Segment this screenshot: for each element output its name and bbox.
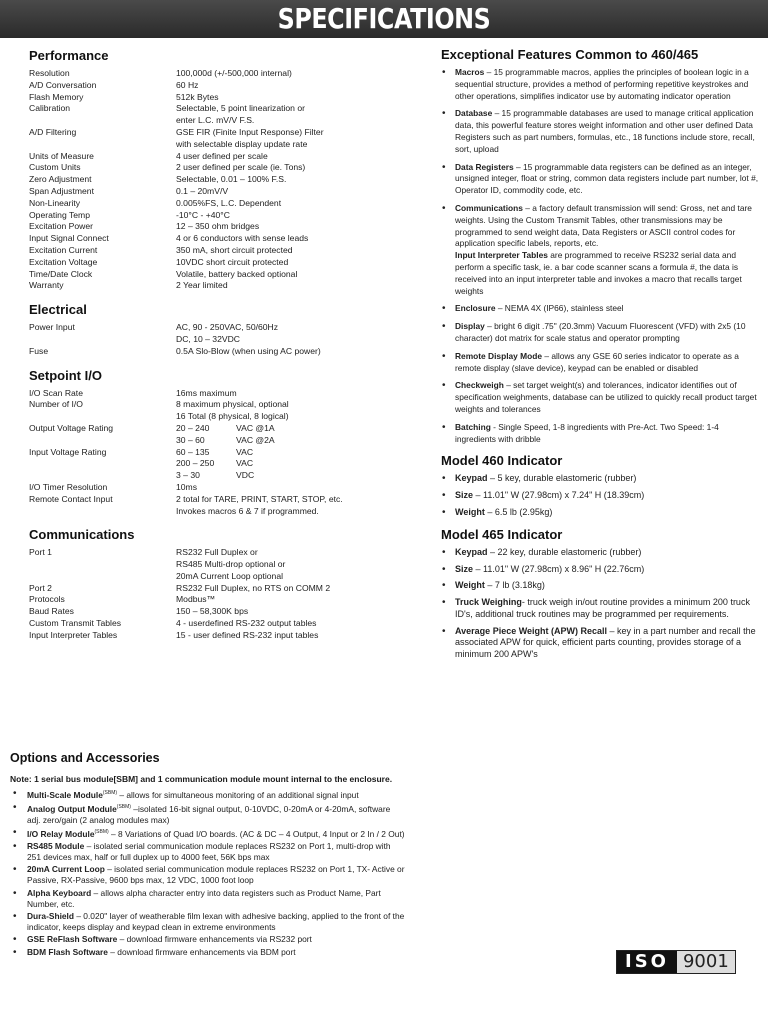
spec-value: RS232 Full Duplex, no RTS on COMM 2 bbox=[176, 582, 331, 593]
item-text: – isolated serial communication module replaces RS232 on Port 1, TX- Active or Passive, RX-Passive, 9600 bps max, 12 VDC, 1000 foot loop bbox=[27, 864, 405, 886]
iso-logo-number: 9001 bbox=[677, 951, 735, 973]
list-item bbox=[10, 934, 405, 945]
communications-section bbox=[29, 527, 419, 641]
list-item bbox=[10, 841, 405, 863]
voltage-range-value: 20 – 240 bbox=[176, 422, 210, 433]
list-item bbox=[441, 490, 759, 502]
item-term: 20mA Current Loop bbox=[27, 864, 105, 875]
list-item bbox=[441, 626, 759, 661]
item-term: RS485 Module bbox=[27, 840, 85, 851]
item-text: – key in a part number and recall the associated APW for quick, efficient parts counting, provides storage of a minimum 200 APW's bbox=[455, 625, 756, 660]
spec-row bbox=[29, 423, 419, 447]
list-item bbox=[441, 597, 759, 621]
interpreter-note bbox=[455, 250, 759, 297]
spec-value: 0.1 – 20mV/V bbox=[176, 185, 229, 196]
spec-row bbox=[29, 399, 419, 423]
spec-value: 0.5A Slo-Blow (when using AC power) bbox=[176, 345, 321, 356]
list-item bbox=[441, 473, 759, 485]
performance-table bbox=[29, 68, 419, 292]
voltage-range-value: 3 – 30 bbox=[176, 470, 200, 481]
spec-row bbox=[29, 92, 419, 104]
spec-label: Excitation Power bbox=[29, 221, 94, 232]
spec-value: 10ms bbox=[176, 481, 198, 492]
voltage-range bbox=[176, 470, 419, 482]
item-text: – 22 key, durable elastomeric (rubber) bbox=[487, 546, 642, 557]
setpoint-heading: Setpoint I/O bbox=[29, 367, 102, 383]
voltage-range bbox=[176, 423, 419, 435]
item-text: – 11.01" W (27.98cm) x 7.24" H (18.39cm) bbox=[473, 490, 645, 501]
communications-heading: Communications bbox=[29, 527, 135, 543]
item-text: – allows for simultaneous monitoring of an additional signal input bbox=[117, 789, 359, 800]
spec-label: Operating Temp bbox=[29, 209, 90, 220]
model465-heading: Model 465 Indicator bbox=[441, 526, 563, 542]
item-term: Batching bbox=[455, 421, 491, 432]
voltage-range-unit: VAC @1A bbox=[236, 422, 275, 433]
iso-logo-text: ISO bbox=[617, 951, 677, 973]
spec-row bbox=[29, 174, 419, 186]
spec-row bbox=[29, 198, 419, 210]
model465-list bbox=[441, 547, 759, 661]
item-text: – 6.5 lb (2.95kg) bbox=[484, 506, 553, 517]
item-term: Keypad bbox=[455, 473, 488, 484]
item-text: – allows any GSE 60 series indicator to operate as a remote display (slave device), keypad can be enabled or disabled bbox=[455, 350, 739, 373]
list-item bbox=[10, 827, 405, 840]
spec-row bbox=[29, 151, 419, 163]
spec-value: RS232 Full Duplex or RS485 Multi-drop optional or 20mA Current Loop optional bbox=[176, 547, 286, 581]
spec-row bbox=[29, 103, 419, 127]
spec-row bbox=[29, 269, 419, 281]
list-item bbox=[10, 788, 405, 801]
item-text: – isolated serial communication module replaces RS232 on Port 1, multi-drop with 251 devices max, half or full duplex up to 4000 feet, 56K bps max bbox=[27, 840, 391, 862]
item-term: Input Interpreter Tables bbox=[455, 250, 548, 261]
spec-value: 2 user defined per scale (ie. Tons) bbox=[176, 162, 306, 173]
spec-label: Calibration bbox=[29, 103, 71, 114]
spec-value: 12 – 350 ohm bridges bbox=[176, 221, 260, 232]
spec-value: AC, 90 - 250VAC, 50/60Hz DC, 10 – 32VDC bbox=[176, 322, 279, 344]
performance-section bbox=[29, 48, 419, 292]
item-text: – 11.01" W (27.98cm) x 8.96" H (22.76cm) bbox=[473, 563, 645, 574]
spec-row bbox=[29, 630, 419, 642]
list-item bbox=[441, 203, 759, 297]
item-text: – 5 key, durable elastomeric (rubber) bbox=[487, 473, 637, 484]
list-item bbox=[10, 802, 405, 826]
spec-value: -10°C - +40°C bbox=[176, 209, 230, 220]
features-heading: Exceptional Features Common to 460/465 bbox=[441, 47, 699, 62]
spec-label: Protocols bbox=[29, 594, 65, 605]
spec-row bbox=[29, 618, 419, 630]
spec-value: 350 mA, short circuit protected bbox=[176, 244, 293, 255]
spec-row bbox=[29, 68, 419, 80]
voltage-range bbox=[176, 458, 419, 470]
spec-row bbox=[29, 606, 419, 618]
spec-row bbox=[29, 80, 419, 92]
spec-value: Modbus™ bbox=[176, 594, 216, 605]
spec-value: 2 total for TARE, PRINT, START, STOP, etc. Invokes macros 6 & 7 if programmed. bbox=[176, 493, 343, 516]
spec-label: Non-Linearity bbox=[29, 197, 81, 208]
item-sup: (SBM) bbox=[102, 789, 118, 796]
spec-value: 8 maximum physical, optional 16 Total (8 physical, 8 logical) bbox=[176, 399, 289, 422]
spec-value: 4 or 6 conductors with sense leads bbox=[176, 233, 309, 244]
item-term: I/O Relay Module bbox=[27, 828, 95, 839]
spec-label: Custom Transmit Tables bbox=[29, 618, 122, 629]
spec-value: 0.005%FS, L.C. Dependent bbox=[176, 197, 282, 208]
item-text: – bright 6 digit .75" (20.3mm) Vacuum Fluorescent (VFD) with 2x5 (10 character) dot matrix for scale status and operator prompting bbox=[455, 321, 746, 343]
spec-label: Span Adjustment bbox=[29, 185, 94, 196]
spec-row bbox=[29, 322, 419, 346]
spec-value bbox=[176, 423, 419, 447]
voltage-range bbox=[176, 447, 419, 459]
spec-label: Units of Measure bbox=[29, 150, 94, 161]
list-item bbox=[441, 321, 759, 345]
spec-row bbox=[29, 447, 419, 482]
spec-label: Zero Adjustment bbox=[29, 174, 92, 185]
spec-label: Output Voltage Rating bbox=[29, 422, 114, 433]
list-item bbox=[441, 380, 759, 415]
list-item bbox=[441, 422, 759, 446]
spec-label: Warranty bbox=[29, 280, 64, 291]
item-term: Size bbox=[455, 563, 474, 574]
spec-value: 4 - userdefined RS-232 output tables bbox=[176, 618, 317, 629]
spec-value: 60 Hz bbox=[176, 79, 199, 90]
item-text: – 15 programmable databases are used to manage critical application data, this powerful feature stores weight information and other user defined Data Registers such as part numbers, formulas, etc., 18 functions include store, recall, sort, upload bbox=[455, 108, 755, 154]
spec-value: 10VDC short circuit protected bbox=[176, 256, 289, 267]
title-banner bbox=[0, 0, 768, 38]
item-term: Weight bbox=[455, 580, 485, 591]
item-term: Communications bbox=[455, 202, 523, 213]
spec-row bbox=[29, 388, 419, 400]
spec-label: Excitation Voltage bbox=[29, 256, 98, 267]
list-item bbox=[10, 911, 405, 933]
item-text: – NEMA 4X (IP66), stainless steel bbox=[495, 303, 624, 314]
item-term: Keypad bbox=[455, 546, 488, 557]
spec-label: Custom Units bbox=[29, 162, 81, 173]
item-text: - truck weigh in/out routine provides a minimum 200 truck ID's, additional truck routines may be programmed per requirements. bbox=[455, 597, 750, 619]
page-title: SPECIFICATIONS bbox=[277, 2, 491, 35]
list-item bbox=[10, 864, 405, 886]
spec-row bbox=[29, 280, 419, 292]
item-text: – a factory default transmission will send: Gross, net and tare weights. Using the Custom Transmit Tables, other transmissions may be programmed to send weight data, Data Registers or ASCII control codes for application specific labels, reports, etc. bbox=[455, 202, 752, 249]
electrical-table bbox=[29, 322, 419, 357]
spec-value: Selectable, 0.01 – 100% F.S. bbox=[176, 174, 287, 185]
spec-row bbox=[29, 594, 419, 606]
spec-row bbox=[29, 583, 419, 595]
spec-label: A/D Conversation bbox=[29, 79, 97, 90]
electrical-section bbox=[29, 302, 419, 357]
item-term: Database bbox=[455, 108, 493, 119]
spec-label: I/O Scan Rate bbox=[29, 387, 83, 398]
spec-row bbox=[29, 162, 419, 174]
item-text: are programmed to receive RS232 serial data and perform a specific task, ie. a bar code scanner scans a formula #, the data is received into an input interpreter table and invokes a macro that recalls target weights bbox=[455, 250, 742, 296]
spec-label: Number of I/O bbox=[29, 399, 83, 410]
list-item bbox=[441, 507, 759, 519]
item-text: – download firmware enhancements via BDM port bbox=[107, 946, 296, 957]
right-column bbox=[441, 47, 759, 666]
voltage-range-unit: VAC bbox=[236, 458, 254, 469]
item-text: – 8 Variations of Quad I/O boards. (AC & DC – 4 Output, 4 Input or 2 In / 2 Out) bbox=[108, 828, 405, 839]
options-list bbox=[10, 788, 405, 958]
list-item bbox=[441, 580, 759, 592]
spec-label: Power Input bbox=[29, 322, 75, 333]
spec-label: Remote Contact Input bbox=[29, 493, 113, 504]
item-term: Data Registers bbox=[455, 161, 514, 172]
spec-label: Input Interpreter Tables bbox=[29, 629, 118, 640]
model460-list bbox=[441, 473, 759, 518]
item-text: - Single Speed, 1-8 ingredients with Pre-Act. Two Speed: 1-4 ingredients with dribble bbox=[455, 421, 719, 444]
item-text: – 7 lb (3.18kg) bbox=[484, 580, 545, 591]
spec-row bbox=[29, 346, 419, 358]
item-term: Checkweigh bbox=[455, 380, 504, 391]
spec-value: Volatile, battery backed optional bbox=[176, 268, 298, 279]
spec-label: Fuse bbox=[29, 345, 49, 356]
item-term: Truck Weighing bbox=[455, 597, 522, 608]
list-item bbox=[441, 547, 759, 559]
item-term: Size bbox=[455, 490, 474, 501]
item-term: Dura-Shield bbox=[27, 910, 74, 921]
spec-label: Input Signal Connect bbox=[29, 233, 109, 244]
spec-value: 100,000d (+/-500,000 internal) bbox=[176, 68, 292, 78]
list-item bbox=[441, 162, 759, 197]
model460-heading: Model 460 Indicator bbox=[441, 453, 563, 469]
item-term: Average Piece Weight (APW) Recall bbox=[455, 625, 608, 636]
spec-label: Time/Date Clock bbox=[29, 268, 93, 279]
item-term: Weight bbox=[455, 506, 485, 517]
voltage-range-value: 60 – 135 bbox=[176, 446, 210, 457]
list-item bbox=[441, 303, 759, 315]
spec-row bbox=[29, 233, 419, 245]
spec-value: 2 Year limited bbox=[176, 280, 228, 291]
options-note: Note: 1 serial bus module[SBM] and 1 communication module mount internal to the enclosure. bbox=[10, 774, 393, 784]
item-text: – 0.020" layer of weatherable film lexan with adhesive backing, applied to the front of the indicator, keeps display and keypad clean in extreme environments bbox=[27, 910, 405, 933]
list-item bbox=[441, 67, 759, 102]
item-sup: (SBM) bbox=[94, 828, 109, 835]
spec-row bbox=[29, 221, 419, 233]
spec-row bbox=[29, 257, 419, 269]
item-text: – download firmware enhancements via RS232 port bbox=[117, 934, 312, 945]
item-term: Analog Output Module bbox=[27, 803, 117, 814]
spec-row bbox=[29, 547, 419, 582]
list-item bbox=[441, 564, 759, 576]
spec-value: Selectable, 5 point linearization or enter L.C. mV/V F.S. bbox=[176, 103, 305, 126]
spec-label: Port 1 bbox=[29, 547, 52, 558]
item-term: Display bbox=[455, 321, 485, 332]
voltage-range-value: 200 – 250 bbox=[176, 458, 215, 469]
features-list bbox=[441, 67, 759, 445]
spec-row bbox=[29, 494, 419, 518]
item-text: – allows alpha character entry into data registers such as Product Name, Part Number, etc. bbox=[27, 887, 381, 909]
setpoint-section bbox=[29, 368, 419, 518]
voltage-range-unit: VAC bbox=[236, 446, 254, 457]
spec-row bbox=[29, 127, 419, 151]
list-item bbox=[10, 947, 405, 958]
list-item bbox=[441, 351, 759, 375]
options-heading: Options and Accessories bbox=[10, 751, 160, 765]
spec-label: I/O Timer Resolution bbox=[29, 481, 108, 492]
spec-row bbox=[29, 482, 419, 494]
spec-label: A/D Filtering bbox=[29, 126, 77, 137]
item-term: Macros bbox=[455, 67, 485, 77]
item-term: Remote Display Mode bbox=[455, 350, 543, 361]
spec-value: 15 - user defined RS-232 input tables bbox=[176, 629, 319, 640]
voltage-range bbox=[176, 435, 419, 447]
item-text: –isolated 16-bit signal output, 0-10VDC, 0-20mA or 4-20mA, software adj. zero/gain (2 analog modules max) bbox=[27, 803, 391, 825]
left-column bbox=[29, 48, 419, 652]
communications-table bbox=[29, 547, 419, 641]
spec-value bbox=[176, 447, 419, 482]
spec-value: GSE FIR (Finite Input Response) Filter with selectable display update rate bbox=[176, 126, 324, 149]
spec-value: 16ms maximum bbox=[176, 387, 237, 398]
spec-label: Resolution bbox=[29, 68, 70, 78]
spec-label: Flash Memory bbox=[29, 91, 84, 102]
voltage-range-unit: VDC bbox=[236, 470, 255, 481]
voltage-range-unit: VAC @2A bbox=[236, 434, 275, 445]
item-term: Enclosure bbox=[455, 303, 496, 314]
spec-value: 4 user defined per scale bbox=[176, 150, 268, 161]
list-item bbox=[441, 108, 759, 155]
spec-label: Baud Rates bbox=[29, 606, 74, 617]
spec-label: Port 2 bbox=[29, 582, 52, 593]
item-term: Alpha Keyboard bbox=[27, 887, 92, 898]
spec-value: 150 – 58,300K bps bbox=[176, 606, 249, 617]
item-text: – set target weight(s) and tolerances, indicator identifies out of specification weighments, database can be utilized to quickly recall product target weights and tolerances bbox=[455, 380, 757, 414]
spec-row bbox=[29, 186, 419, 198]
list-item bbox=[10, 888, 405, 910]
performance-heading: Performance bbox=[29, 48, 109, 63]
spec-row bbox=[29, 210, 419, 222]
spec-label: Excitation Current bbox=[29, 244, 98, 255]
spec-value: 512k Bytes bbox=[176, 91, 219, 102]
spec-label: Input Voltage Rating bbox=[29, 446, 107, 457]
item-sup: (SBM) bbox=[116, 803, 131, 810]
item-text: – 15 programmable data registers can be defined as an integer, unsigned integer, float or string, common data registers include part number, lot #, Operator ID, commodity code, etc. bbox=[455, 161, 759, 196]
iso-9001-logo bbox=[616, 950, 736, 974]
setpoint-table bbox=[29, 388, 419, 518]
item-term: Multi-Scale Module bbox=[27, 789, 103, 800]
spec-row bbox=[29, 245, 419, 257]
options-section bbox=[10, 751, 405, 959]
voltage-range-value: 30 – 60 bbox=[176, 434, 205, 445]
item-text: – 15 programmable macros, applies the principles of boolean logic in a sequential structure, provides a method of performing repetitive keystrokes and other operations, simplifies indicator use by automating indicator operation bbox=[455, 67, 749, 101]
electrical-heading: Electrical bbox=[29, 302, 87, 318]
item-term: BDM Flash Software bbox=[27, 946, 108, 957]
item-term: GSE ReFlash Software bbox=[27, 934, 118, 945]
